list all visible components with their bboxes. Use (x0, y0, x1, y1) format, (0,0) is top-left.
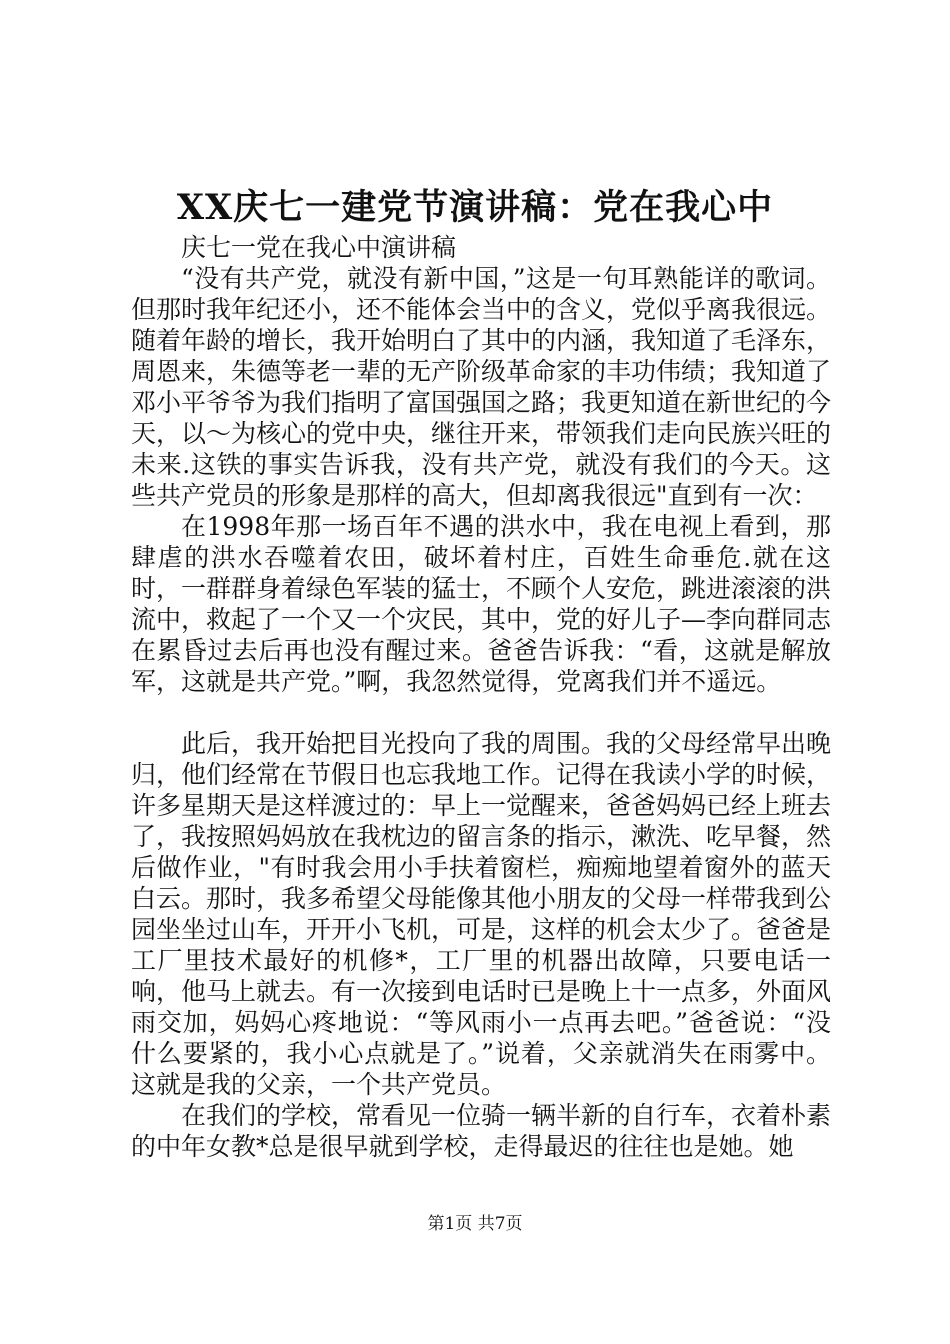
document-body (131, 232, 831, 1162)
paragraph: 此后，我开始把目光投向了我的周围。我的父母经常早出晚归，他们经常在节假日也忘我地工作。记得在我读小学的时候，许多星期天是这样渡过的：早上一觉醒来，爸爸妈妈已经上班去了，我按照妈妈放在我枕边的留言条的指示，漱洗、吃早餐，然后做作业，"有时我会用小手扶着窗栏，痴痴地望着窗外的蓝天白云。那时，我多希望父母能像其他小朋友的父母一样带我到公园坐坐过山车，开开小飞机，可是，这样的机会太少了。爸爸是工厂里技术最好的机修*，工厂里的机器出故障，只要电话一响，他马上就去。有一次接到电话时已是晚上十一点多，外面风雨交加，妈妈心疼地说：“等风雨小一点再去吧。”爸爸说：“没什么要紧的，我小心点就是了。”说着，父亲就消失在雨雾中。这就是我的父亲，一个共产党员。 (131, 729, 832, 1099)
page-number-footer: 第1页 共7页 (427, 1214, 523, 1234)
paragraph: 在1998年那一场百年不遇的洪水中，我在电视上看到，那肆虐的洪水吞噬着农田，破坏着村庄，百姓生命垂危.就在这时，一群群身着绿色军装的猛士，不顾个人安危，跳进滚滚的洪流中，救起了一个又一个灾民，其中，党的好儿子—李向群同志在累昏过去后再也没有醒过来。爸爸告诉我：“看，这就是解放军，这就是共产党。”啊，我忽然觉得，党离我们并不遥远。 (131, 512, 832, 696)
paragraph-subtitle: 庆七一党在我心中演讲稿 (181, 233, 457, 262)
paragraph: “没有共产党，就没有新中国，”这是一句耳熟能详的歌词。但那时我年纪还小，还不能体会当中的含义，党似乎离我很远。随着年龄的增长，我开始明白了其中的内涵，我知道了毛泽东，周恩来，朱德等老一辈的无产阶级革命家的丰功伟绩；我知道了邓小平爷爷为我们指明了富国强国之路；我更知道在新世纪的今天，以～为核心的党中央，继往开来，带领我们走向民族兴旺的未来.这铁的事实告诉我，没有共产党，就没有我们的今天。这些共产党员的形象是那样的高大，但却离我很远"直到有一次： (131, 264, 832, 510)
document-title: XX庆七一建党节演讲稿：党在我心中 (176, 187, 774, 228)
paragraph: 在我们的学校，常看见一位骑一辆半新的自行车，衣着朴素的中年女教*总是很早就到学校，走得最迟的往往也是她。她 (131, 1101, 832, 1161)
